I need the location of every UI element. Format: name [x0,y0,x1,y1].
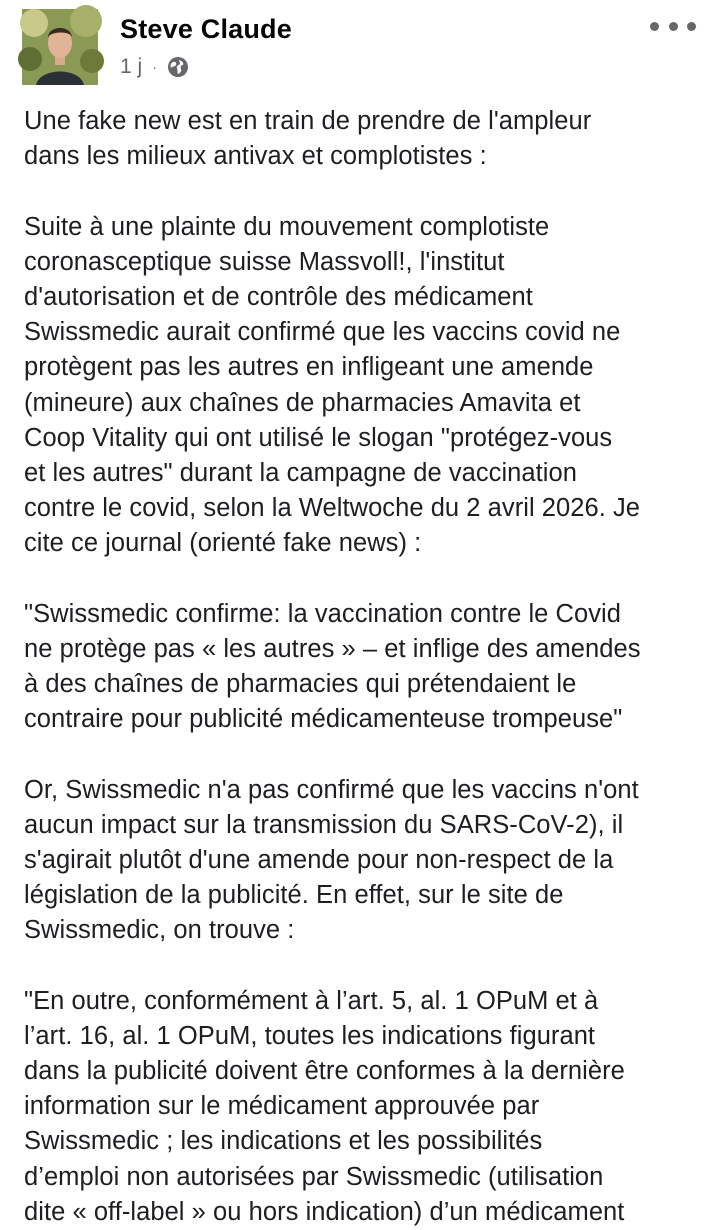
post-line: s'agirait plutôt d'une amende pour non-respect de la [24,845,614,874]
post-text [24,104,694,1230]
globe-icon [167,56,189,78]
post-line: Swissmedic aurait confirmé que les vaccins covid ne [24,318,621,347]
post-meta [120,54,189,80]
post-line: (mineure) aux chaînes de pharmacies Amavita et [24,388,581,417]
author-name[interactable]: Steve Claude [120,14,292,44]
post-line: Or, Swissmedic n'a pas confirmé que les vaccins n'ont [24,775,639,804]
post-line: Swissmedic ; les indications et les possibilités [24,1127,543,1156]
post-line: Coop Vitality qui ont utilisé le slogan "protégez-vous [24,423,613,452]
more-options-icon-dot [687,22,696,31]
post-line: à des chaînes de pharmacies qui prétendaient le [24,670,577,698]
post-line: dite « off-label » ou hors indication) d’un médicament [24,1197,625,1226]
post-timestamp[interactable]: 1 j [120,55,143,78]
avatar[interactable] [22,9,98,85]
post-line: d'autorisation et de contrôle des médicament [24,282,533,311]
more-options-button[interactable] [650,14,696,38]
post-line: protègent pas les autres en infligeant une amende [24,353,594,382]
post-line: législation de la publicité. En effet, sur le site de [24,881,564,910]
post-line: et les autres" durant la campagne de vaccination [24,458,577,487]
paragraph-break [24,949,694,984]
paragraph-break [24,174,694,209]
post-line: cite ce journal (orienté fake news) : [24,529,422,558]
post-line: ne protège pas « les autres » – et inflige des amendes [24,634,641,663]
post-line: dans les milieux antivax et complotistes : [24,142,487,171]
meta-separator: · [152,59,157,75]
avatar-image [22,9,98,85]
post-line: Swissmedic, on trouve : [24,916,295,945]
post-line: "En outre, conformément à l’art. 5, al. 1 OPuM et à [24,986,599,1015]
post-line: l’art. 16, al. 1 OPuM, toutes les indications figurant [24,1021,596,1050]
more-options-icon-dot [669,22,678,31]
post-header [0,0,711,100]
post-line: information sur le médicament approuvée par [24,1092,540,1121]
post-line: coronasceptique suisse Massvoll!, l'institut [24,247,505,276]
post-line: contraire pour publicité médicamenteuse trompeuse" [24,705,623,734]
post-line: "Swissmedic confirme: la vaccination contre le Covid [24,599,621,628]
post-line: d’emploi non autorisées par Swissmedic (utilisation [24,1162,604,1191]
post-line: Suite à une plainte du mouvement complotiste [24,212,550,241]
post-line: Une fake new est en train de prendre de l'ampleur [24,107,592,135]
paragraph-break [24,561,694,596]
post-line: contre le covid, selon la Weltwoche du 2 avril 2026. Je [24,494,641,523]
post-line: dans la publicité doivent être conformes à la dernière [24,1057,625,1086]
post-line: aucun impact sur la transmission du SARS-CoV-2), il [24,810,624,839]
paragraph-break [24,737,694,772]
more-options-icon [650,22,659,31]
